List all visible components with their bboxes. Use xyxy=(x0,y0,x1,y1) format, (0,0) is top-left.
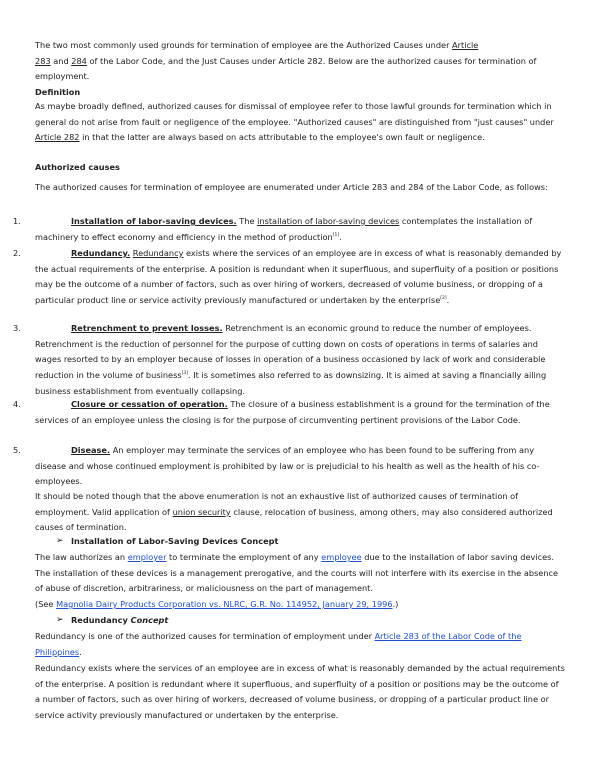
item-text: The xyxy=(236,216,258,226)
list-item xyxy=(35,397,565,428)
section-text: The law authorizes an xyxy=(35,552,128,562)
definition-text: in that the latter are always based on acts attributable to the employee's own fault or negligence. xyxy=(79,132,485,143)
item-link[interactable]: installation of labor-saving devices xyxy=(257,216,400,226)
footnote-ref[interactable]: [3] xyxy=(181,371,188,377)
note-text: clause, relocation of business, among others, may also considered authorized causes of termination. xyxy=(35,506,553,533)
section-text: due to the installation of labor saving devices. The installation of these devices is a management prerogative, and the courts will not interfere with its exercise in the absence of abuse of discretion, arbitrariness, or maliciousness on the part of management. xyxy=(35,552,559,594)
labor-saving-heading: Installation of Labor-Saving Devices Concept xyxy=(71,536,279,546)
heading-text: Concept xyxy=(130,615,169,625)
definition-paragraph xyxy=(35,99,565,146)
authorized-causes-heading: Authorized causes xyxy=(35,162,120,172)
authorized-causes-paragraph: The authorized causes for termination of employee are enumerated under Article 283 and 284 of the Labor Code, as follows: xyxy=(35,182,548,192)
list-item xyxy=(35,246,565,309)
redundancy-paragraph-2: Redundancy exists where the services of an employee are in excess of what is reasonably demanded by the actual requirements of the enterprise. A position is redundant where it superfluous, and superfluity of a position or positions may be the outcome of a number of factors, such as over hiring of workers, decreased of volume business, or dropping of a particular product line or service activity previously manufactured or undertaken by the enterprise. xyxy=(35,663,565,721)
intro-text: The two most commonly used grounds for termination of employee are the Authorized Causes under xyxy=(35,40,453,50)
heading-text: Redundancy xyxy=(71,615,131,625)
intro-text: and xyxy=(50,55,72,66)
employee-link[interactable]: employee xyxy=(321,552,362,562)
labor-saving-paragraph xyxy=(35,550,565,613)
item-title: Disease. xyxy=(71,445,111,455)
redundancy-paragraph xyxy=(35,629,565,660)
section-text: Redundancy is one of the authorized causes for termination of employment under xyxy=(35,631,375,641)
employer-link[interactable]: employer xyxy=(127,552,167,562)
section-text: (See xyxy=(35,599,57,610)
section-text: to terminate the employment of any xyxy=(166,552,322,562)
list-number: 4. xyxy=(13,399,21,409)
section-text: . xyxy=(79,646,82,657)
arrow-bullet-icon: ➢ xyxy=(56,615,64,625)
note-text: It should be noted though that the above enumeration is not an exhaustive list of authorized causes of termination of employment. Valid application of xyxy=(35,491,519,517)
list-item xyxy=(35,321,565,400)
item-text: contemplates the installation of machinery to effect economy and efficiency in the method of production xyxy=(35,216,533,242)
arrow-bullet-icon: ➢ xyxy=(56,536,64,546)
list-number: 5. xyxy=(13,445,21,455)
item-text: The closure of a business establishment is a ground for the termination of the services of an employee unless the closing is for the purpose of circumventing pertinent provisions of the Labor Code. xyxy=(35,399,550,425)
footnote-ref[interactable]: [1] xyxy=(332,232,340,238)
note-paragraph xyxy=(35,489,565,536)
item-text: . It is sometimes also referred to as downsizing. It is aimed at saving a financially ailing business establishment from eventually collapsing. xyxy=(35,370,547,396)
item-title: Closure or cessation of operation. xyxy=(71,399,228,409)
item-text: exists where the services of an employee are in excess of what is reasonably demanded by the actual requirements of the enterprise. A position is redundant when it superfluous, and superfluity of a position or positions may be the outcome of a number of factors, such as over hiring of workers, decreased of volume business, or dropping of a particular product line or service activity previously manufactured or undertaken by the enterprise xyxy=(35,248,562,306)
redundancy-heading xyxy=(71,613,168,629)
item-text: Retrenchment is an economic ground to reduce the number of employees. Retrenchment is the reduction of personnel for the purpose of cutting down on costs of operations in terms of salaries and wages resorted to by an employer because of losses in operation of a business occasioned by lack of work and considerable reduction in the volume of business xyxy=(35,323,546,381)
intro-text: of the Labor Code, and the Just Causes under Article 282. Below are the authorized causes for termination of employment. xyxy=(35,55,537,82)
case-citation-link[interactable]: Magnolia Dairy Products Corporation vs. NLRC, G.R. No. 114952, January 29, 1996 xyxy=(56,599,393,610)
item-text: . xyxy=(446,295,450,306)
item-title: Redundancy. xyxy=(71,248,131,258)
section-text: .) xyxy=(392,599,399,610)
footnote-ref[interactable]: [2] xyxy=(440,296,447,302)
list-number: 2. xyxy=(13,248,21,258)
article-link[interactable]: Article xyxy=(452,40,479,50)
article-283-link[interactable]: 283 xyxy=(35,55,51,66)
item-text: An employer may terminate the services of an employee who has been found to be suffering from any disease and whose continued employment is prohibited by law or is prejudicial to his health as well as the health of his co-employees. xyxy=(35,445,540,487)
definition-text: As maybe broadly defined, authorized causes for dismissal of employee refer to those lawful grounds for termination which in general do not arise from fault or negligence of the employee. "Authorized causes" are distinguished from "just causes" under xyxy=(35,101,554,127)
item-text: . xyxy=(339,231,342,242)
article-282-link[interactable]: Article 282 xyxy=(35,132,80,143)
definition-heading: Definition xyxy=(35,87,81,97)
list-item xyxy=(35,214,565,245)
article-283-labor-code-link[interactable]: Article 283 of the Labor Code of the Philippines xyxy=(35,631,522,657)
article-284-link[interactable]: 284 xyxy=(71,55,87,66)
list-number: 1. xyxy=(13,216,21,226)
union-security-link[interactable]: union security xyxy=(172,506,231,517)
item-title: Retrenchment to prevent losses. xyxy=(71,323,223,333)
item-title: Installation of labor-saving devices. xyxy=(71,216,237,226)
list-number: 3. xyxy=(13,323,21,333)
item-link[interactable]: Redundancy xyxy=(132,248,184,258)
intro-paragraph xyxy=(35,38,565,85)
list-item xyxy=(35,443,565,490)
